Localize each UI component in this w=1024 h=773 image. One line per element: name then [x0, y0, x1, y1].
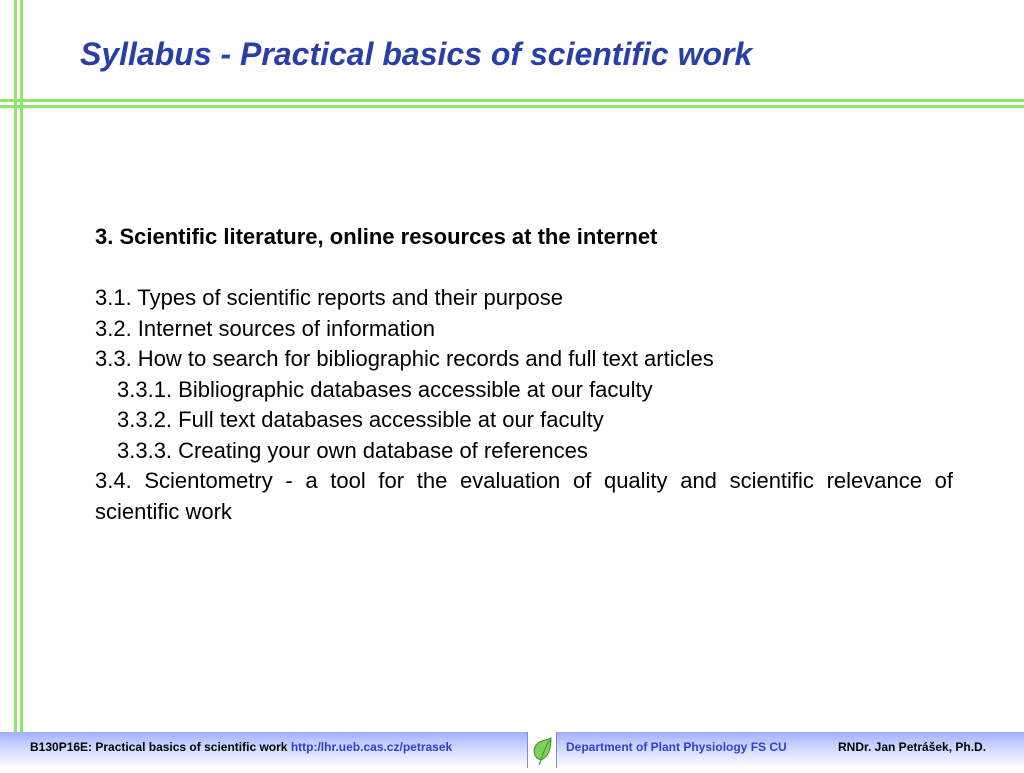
decorative-vertical-line [20, 0, 23, 768]
footer-department: Department of Plant Physiology FS CU [566, 740, 787, 754]
list-item: 3.4. Scientometry - a tool for the evaluation of quality and scientific relevance of scientific work [95, 468, 953, 524]
decorative-horizontal-line [0, 105, 1024, 108]
slide-title: Syllabus - Practical basics of scientific work [80, 36, 753, 72]
list-subitem: 3.3.2. Full text databases accessible at our faculty [117, 407, 604, 432]
slide-footer [0, 732, 1024, 768]
course-url-link[interactable]: http:/lhr.ueb.cas.cz/petrasek [290, 740, 453, 754]
list-item: 3.3. How to search for bibliographic records and full text articles [95, 346, 714, 371]
decorative-vertical-line [14, 0, 17, 768]
slide-content [95, 222, 953, 527]
section-heading: 3. Scientific literature, online resources at the internet [95, 224, 658, 249]
leaf-icon [527, 732, 557, 768]
footer-course [30, 740, 452, 754]
course-name: B130P16E: Practical basics of scientific work [30, 740, 288, 754]
decorative-horizontal-line [0, 99, 1024, 102]
list-subitem: 3.3.1. Bibliographic databases accessible at our faculty [117, 376, 653, 402]
footer-author: RNDr. Jan Petrášek, Ph.D. [838, 740, 987, 754]
list-item: 3.2. Internet sources of information [95, 315, 435, 341]
list-subitem: 3.3.3. Creating your own database of references [117, 437, 588, 463]
list-item: 3.1. Types of scientific reports and their purpose [95, 285, 563, 310]
